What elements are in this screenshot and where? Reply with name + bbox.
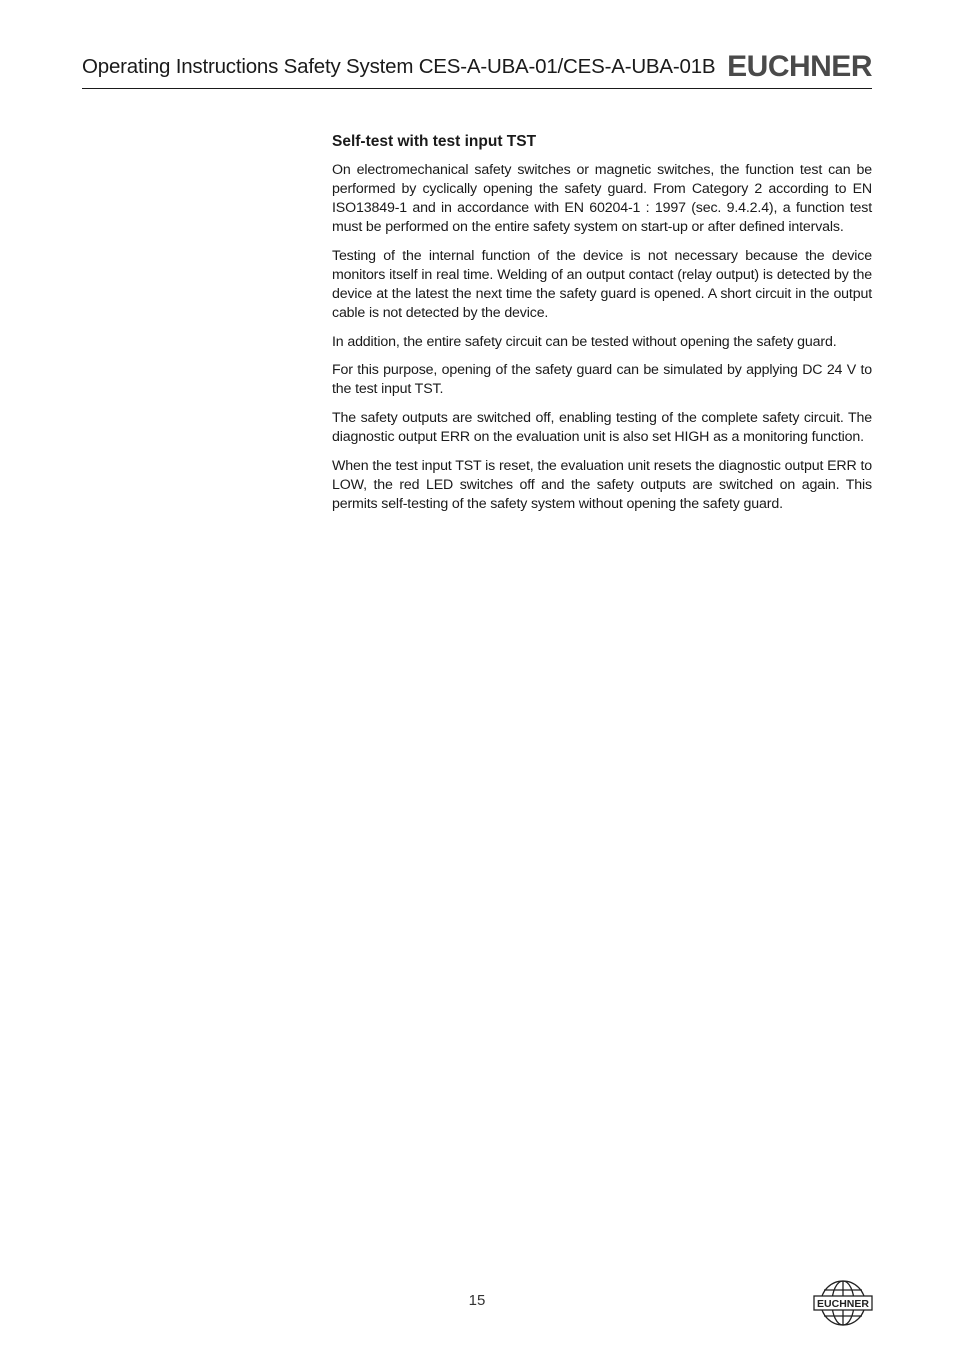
paragraph: When the test input TST is reset, the evaluation unit resets the diagnostic output ERR to LOW, the red LED switches off and the safety outputs are switched on again. This permits self-testing of the safety system without opening the safety guard. — [332, 457, 872, 512]
page-header — [82, 50, 872, 89]
euchner-brand-logo: EUCHNER — [727, 50, 872, 83]
paragraph: For this purpose, opening of the safety guard can be simulated by applying DC 24 V to the test input TST. — [332, 362, 872, 398]
paragraph: On electromechanical safety switches or magnetic switches, the function test can be performed by cyclically opening the safety guard. From Category 2 according to EN ISO13849-1 and in accordance with EN 60204-1 : 1997 (sec. 9.4.2.4), a function test must be performed on the entire safety system on start-up or after defined intervals. — [332, 162, 872, 236]
document-title: Operating Instructions Safety System CES-A-UBA-01/CES-A-UBA-01B — [82, 55, 716, 78]
paragraph: Testing of the internal function of the device is not necessary because the device monitors itself in real time. Welding of an output contact (relay output) is detected by the device at the latest the next time the safety guard is opened. A short circuit in the output cable is not detected by the device. — [332, 247, 872, 322]
section-heading: Self-test with test input TST — [332, 133, 537, 150]
euchner-globe-logo-icon — [812, 1278, 874, 1328]
main-content — [332, 133, 872, 524]
paragraph: In addition, the entire safety circuit can be tested without opening the safety guard. — [332, 333, 837, 350]
page-number: 15 — [468, 1292, 486, 1309]
footer-logo-text: EUCHNER — [817, 1298, 869, 1310]
paragraph: The safety outputs are switched off, enabling testing of the complete safety circuit. The diagnostic output ERR on the evaluation unit is also set HIGH as a monitoring function. — [332, 410, 872, 446]
